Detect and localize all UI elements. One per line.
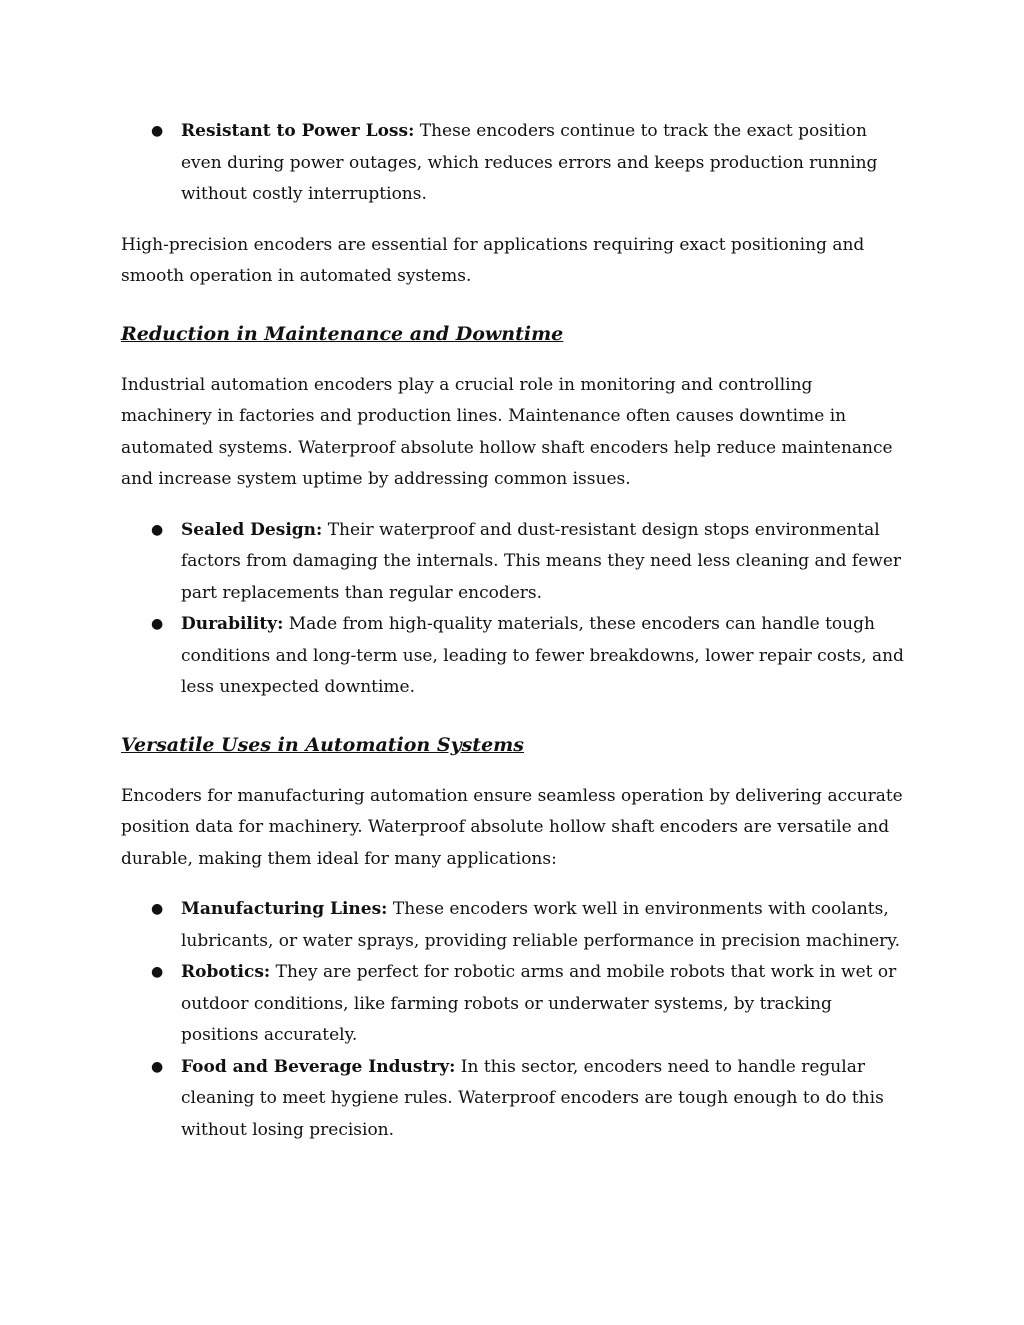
list-item — [121, 957, 906, 1052]
list-item-text: Their waterproof and dust-resistant design stops environmental factors from damaging the internals. This means they need less cleaning and fewer part replacements than regular encoders. — [181, 519, 902, 603]
list-item-text: In this sector, encoders need to handle regular cleaning to meet hygiene rules. Waterproof encoders are tough enough to do this without losing precision. — [181, 1056, 884, 1140]
bullet-list — [121, 515, 906, 704]
list-item — [121, 609, 906, 704]
section-heading: Versatile Uses in Automation Systems — [121, 733, 524, 756]
bullet-icon: ● — [151, 123, 164, 139]
list-item — [121, 1052, 906, 1147]
bullet-icon: ● — [151, 1058, 164, 1075]
list-item-term: Resistant to Power Loss: — [181, 121, 415, 141]
paragraph: High-precision encoders are essential for applications requiring exact positioning and smooth operation in automated systems. — [121, 234, 865, 286]
bullet-icon: ● — [151, 521, 164, 538]
list-item-term: Food and Beverage Industry: — [181, 1056, 456, 1077]
list-item — [121, 116, 906, 211]
list-item-text: These encoders continue to track the exact position even during power outages, which reduces errors and keeps production running without costly interruptions. — [181, 121, 878, 204]
list-item-text: They are perfect for robotic arms and mobile robots that work in wet or outdoor conditions, like farming robots or underwater systems, by tracking positions accurately. — [181, 962, 897, 1045]
list-item-term: Sealed Design: — [181, 519, 323, 540]
list-item — [121, 894, 906, 957]
document-body — [121, 116, 906, 1146]
list-item-term: Manufacturing Lines: — [181, 899, 388, 919]
bullet-icon: ● — [151, 964, 164, 980]
list-item-term: Durability: — [181, 614, 284, 634]
list-item — [121, 515, 906, 610]
bullet-list — [121, 116, 906, 211]
paragraph: Industrial automation encoders play a crucial role in monitoring and controlling machinery in factories and production lines. Maintenance often causes downtime in automated systems. Waterproof absolute hollow shaft encoders help reduce maintenance and increase system uptime by addressing common issues. — [121, 374, 893, 489]
list-item-text: These encoders work well in environments with coolants, lubricants, or water sprays, providing reliable performance in precision machinery. — [181, 899, 901, 951]
bullet-list — [121, 894, 906, 1146]
bullet-icon: ● — [151, 616, 164, 632]
list-item-text: Made from high-quality materials, these encoders can handle tough conditions and long-term use, leading to fewer breakdowns, lower repair costs, and less unexpected downtime. — [181, 614, 904, 697]
list-item-term: Robotics: — [181, 962, 271, 982]
paragraph: Encoders for manufacturing automation ensure seamless operation by delivering accurate position data for machinery. Waterproof absolute hollow shaft encoders are versatile and durable, making them ideal for many applications: — [121, 785, 903, 869]
bullet-icon: ● — [151, 901, 164, 917]
section-heading: Reduction in Maintenance and Downtime — [121, 322, 564, 345]
